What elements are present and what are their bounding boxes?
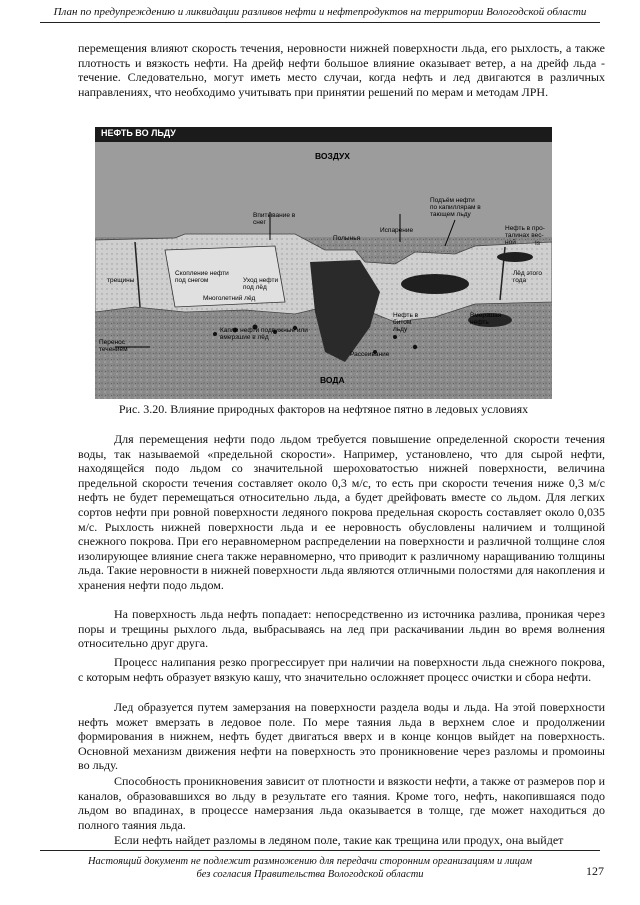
figure-label-broken-ice: Нефть в битом льду (393, 312, 419, 333)
paragraph-1: Для перемещения нефти подо льдом требуется повышение определенной скорости течения воды, так называемой «предельной скорости». Например, установлено, что для сырой нефти, находящейся подо льдом со значительной шероховатостью нижней поверхности, величина предельной скорости течения составляет около 0,3 м/с, то есть при скорости течения ниже 0,3 м/с нефть не будет перемещаться относительно льда, а будет дрейфовать вместе со льдом. Для легких сортов нефти при ровной поверхности ледяного покрова предельная скорость составляет около 0,035 м/с. Рыхлость нижней поверхности льда и ее неровность обусловлены наличием и толщиной снежного покрова. При его неравномерном распределении на поверхности и различной толщине слоя изолирующее влияние снега также неравномерно, что приводит к различному наращиванию толщины льда. Такие неровности в нижней поверхности льда являются отличными полостями для накопления и хранения нефти подо льдом. (78, 432, 605, 592)
figure-title-bar (95, 127, 552, 142)
figure-label-water: ВОДА (320, 375, 345, 385)
figure-title: НЕФТЬ ВО ЛЬДУ (101, 128, 176, 138)
figure-label-drops: Капли нефти подвижные или вмерзшие в лёд (220, 327, 308, 341)
figure-label-absorption: Впитывание в снег (253, 212, 296, 226)
footer-line-1: Настоящий документ не подлежит размножению для передачи сторонним организациям и лицам (87, 856, 533, 867)
figure-label-ls: Is (535, 240, 541, 247)
paragraph-2: На поверхность льда нефть попадает: непосредственно из источника разлива, проникая через поры и трещины рыхлого льда, выбрасываясь на лед при раскачивании льдин во время волнения относительно друг друга. (78, 607, 605, 651)
paragraph-3: Процесс налипания резко прогрессирует при наличии на поверхности льда снежного покрова, с которым нефть образует вязкую кашу, что значительно осложняет процесс очистки и сбора нефти. (78, 655, 605, 684)
figure-label-transfer: Перенос течением (99, 339, 128, 353)
figure-illustration (95, 142, 552, 399)
figure-label-current-ice: Лёд этого года (513, 270, 543, 284)
paragraph-5: Способность проникновения зависит от плотности и вязкости нефти, а также от размеров пор и каналов, образовавшихся во льду в результате его таяния. Кроме того, нефть, накопившаяся подо льдом во впадинах, в процессе намерзания льда оказывается в толще, где может находиться до полного таяния льда. (78, 774, 605, 832)
paragraph-intro: перемещения влияют скорость течения, неровности нижней поверхности льда, его рыхлость, а также плотность и вязкость нефти. На дрейф нефти большое влияние оказывает ветер, а на дрейф льда - течение. Следовательно, могут иметь место случаи, когда нефть и лед двигаются в различных направлениях, что необходимо учитывать при принятии решений по мерам и методам ЛРН. (78, 41, 605, 99)
figure-label-multiyear: Многолетний лёд (203, 295, 256, 302)
running-header: План по предупреждению и ликвидации разливов нефти и нефтепродуктов на территории Вологодской области (53, 6, 587, 18)
figure-label-evaporation: Испарение (380, 227, 414, 234)
figure-oil-in-ice (95, 127, 552, 399)
figure-label-frozen: Вмерзшая нефть (470, 312, 502, 326)
figure-label-cracks: трещины (107, 277, 135, 284)
figure-caption: Рис. 3.20. Влияние природных факторов на нефтяное пятно в ледовых условиях (118, 402, 529, 416)
figure-label-snow-slip: Скопление нефти под снегом (175, 270, 229, 284)
footer-notice (60, 855, 560, 881)
figure-label-seepage: Полынья (333, 235, 361, 242)
footer-line-2: без согласия Правительства Вологодской области (196, 869, 424, 880)
paragraph-4: Лед образуется путем замерзания на поверхности раздела воды и льда. На этой поверхности нефть может вмерзать в ледовое поле. По мере таяния льда в верхнем слое и продолжении формирования в нижнем, нефть будет двигаться вверх и в конце концов выйдет на поверхность. Основной механизм движения нефти на поверхность это проникновение через разломы и промоины во льду. (78, 700, 605, 773)
figure-label-spring: Нефть в про- талинах вес- ной (505, 225, 545, 246)
figure-label-rise: Подъём нефти по капиллярам в тающем льду (430, 197, 481, 218)
oil-pool-under-ice (401, 274, 469, 294)
footer-rule (40, 850, 600, 851)
spring-meltpool-oil (497, 252, 533, 262)
figure-label-under-ice: Уход нефти под лёд (243, 277, 279, 291)
figure-label-air: ВОЗДУХ (315, 151, 350, 161)
page-number: 127 (586, 864, 604, 878)
figure-label-dispersion: Рассеивание (350, 351, 390, 358)
header-rule (40, 22, 600, 23)
paragraph-6: Если нефть найдет разломы в ледяном поле, такие как трещина или продух, она выйдет (114, 833, 564, 847)
